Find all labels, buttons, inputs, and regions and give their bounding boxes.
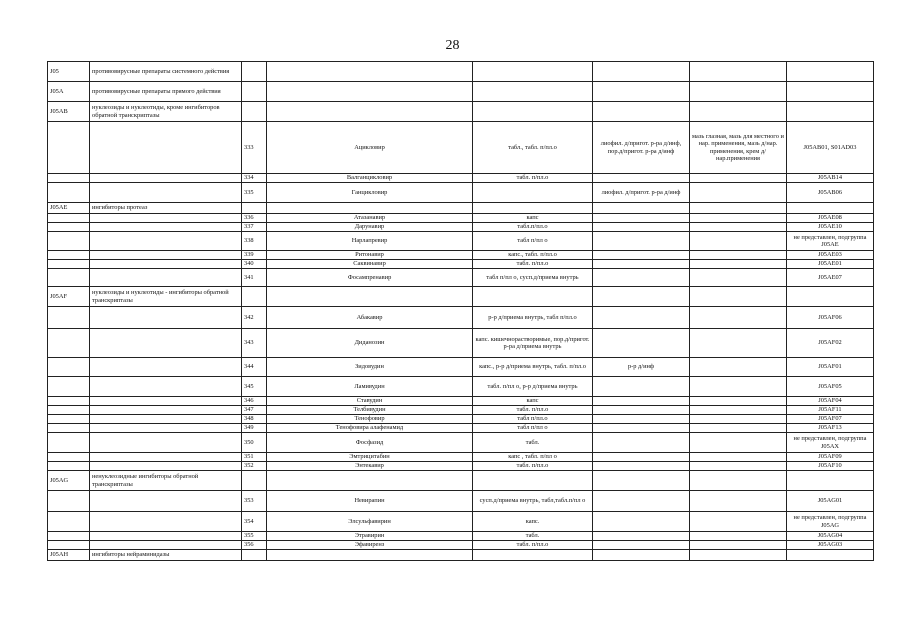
local-forms-cell <box>690 203 787 214</box>
dosage-forms-cell: капс. кишечнорастворимые, пор.д/пригот. р-ра д/приема внутрь <box>473 329 593 358</box>
parenteral-forms-cell <box>593 269 690 287</box>
local-forms-cell <box>690 102 787 122</box>
local-forms-cell <box>690 214 787 223</box>
group-name-cell <box>90 214 242 223</box>
drug-name-cell: Тенофовир <box>267 415 473 424</box>
dosage-forms-cell <box>473 183 593 203</box>
dosage-forms-cell: р-р д/приема внутрь, табл п/пл.о <box>473 307 593 329</box>
local-forms-cell <box>690 424 787 433</box>
drug-name-cell: Ставудин <box>267 397 473 406</box>
item-number-cell: 349 <box>242 424 267 433</box>
item-number-cell: 350 <box>242 433 267 453</box>
item-number-cell: 342 <box>242 307 267 329</box>
dosage-forms-cell <box>473 62 593 82</box>
dosage-forms-cell: капс. <box>473 512 593 532</box>
drug-list-table <box>47 61 874 561</box>
parenteral-forms-cell <box>593 174 690 183</box>
dosage-forms-cell <box>473 550 593 561</box>
table-row <box>48 251 874 260</box>
drug-name-cell: Атазанавир <box>267 214 473 223</box>
drug-name-cell: Ацикловир <box>267 122 473 174</box>
atc-code-cell: J05AB <box>48 102 90 122</box>
group-name-cell <box>90 251 242 260</box>
atc-reference-cell: J05AF07 <box>787 415 874 424</box>
atc-code-cell: J05 <box>48 62 90 82</box>
parenteral-forms-cell <box>593 329 690 358</box>
group-name-cell <box>90 415 242 424</box>
parenteral-forms-cell <box>593 471 690 491</box>
local-forms-cell <box>690 397 787 406</box>
drug-name-cell: Ритонавир <box>267 251 473 260</box>
drug-name-cell <box>267 203 473 214</box>
parenteral-forms-cell <box>593 307 690 329</box>
atc-reference-cell <box>787 203 874 214</box>
table-row <box>48 260 874 269</box>
atc-code-cell: J05AF <box>48 287 90 307</box>
group-name-cell <box>90 491 242 512</box>
parenteral-forms-cell <box>593 214 690 223</box>
atc-reference-cell: J05AF04 <box>787 397 874 406</box>
item-number-cell: 334 <box>242 174 267 183</box>
atc-reference-cell <box>787 471 874 491</box>
local-forms-cell <box>690 415 787 424</box>
atc-code-cell <box>48 532 90 541</box>
dosage-forms-cell: капс <box>473 397 593 406</box>
group-name-cell <box>90 406 242 415</box>
atc-reference-cell: J05AE10 <box>787 223 874 232</box>
dosage-forms-cell: табл. <box>473 433 593 453</box>
local-forms-cell <box>690 232 787 251</box>
parenteral-forms-cell <box>593 251 690 260</box>
atc-code-cell: J05AH <box>48 550 90 561</box>
parenteral-forms-cell <box>593 433 690 453</box>
drug-name-cell <box>267 471 473 491</box>
atc-code-cell <box>48 512 90 532</box>
atc-reference-cell: не представлен, подгруппа J05AX <box>787 433 874 453</box>
atc-reference-cell: J05AB01, S01AD03 <box>787 122 874 174</box>
drug-name-cell: Ганцикловир <box>267 183 473 203</box>
group-name-cell <box>90 358 242 377</box>
parenteral-forms-cell <box>593 453 690 462</box>
table-row <box>48 174 874 183</box>
atc-code-cell <box>48 397 90 406</box>
atc-code-cell <box>48 183 90 203</box>
group-name-cell: противовирусные препараты прямого действия <box>90 82 242 102</box>
local-forms-cell <box>690 223 787 232</box>
parenteral-forms-cell <box>593 550 690 561</box>
dosage-forms-cell: сусп.д/приема внутрь, табл,табл.п/пл о <box>473 491 593 512</box>
table-row <box>48 397 874 406</box>
drug-name-cell: Фосампренавир <box>267 269 473 287</box>
parenteral-forms-cell <box>593 203 690 214</box>
item-number-cell: 338 <box>242 232 267 251</box>
atc-reference-cell: J05AF11 <box>787 406 874 415</box>
group-name-cell <box>90 377 242 397</box>
atc-code-cell <box>48 462 90 471</box>
group-name-cell: нуклеозиды и нуклеотиды - ингибиторы обратной транскриптазы <box>90 287 242 307</box>
group-name-cell: ненуклеозидные ингибиторы обратной транскриптазы <box>90 471 242 491</box>
atc-reference-cell: J05AF10 <box>787 462 874 471</box>
drug-name-cell: Тенофовира алафенамид <box>267 424 473 433</box>
atc-code-cell <box>48 406 90 415</box>
dosage-forms-cell: табл. п/пл.о <box>473 406 593 415</box>
table-row <box>48 491 874 512</box>
local-forms-cell <box>690 532 787 541</box>
group-name-cell: ингибиторы протеаз <box>90 203 242 214</box>
group-name-cell <box>90 433 242 453</box>
dosage-forms-cell <box>473 287 593 307</box>
table-row <box>48 541 874 550</box>
drug-name-cell: Невирапин <box>267 491 473 512</box>
item-number-cell: 355 <box>242 532 267 541</box>
drug-name-cell <box>267 102 473 122</box>
dosage-forms-cell <box>473 82 593 102</box>
group-name-cell <box>90 174 242 183</box>
local-forms-cell <box>690 358 787 377</box>
atc-reference-cell: J05AE07 <box>787 269 874 287</box>
item-number-cell: 335 <box>242 183 267 203</box>
atc-code-cell <box>48 251 90 260</box>
parenteral-forms-cell <box>593 232 690 251</box>
local-forms-cell <box>690 433 787 453</box>
table-row <box>48 512 874 532</box>
table-row <box>48 377 874 397</box>
item-number-cell <box>242 62 267 82</box>
group-name-cell <box>90 269 242 287</box>
atc-code-cell <box>48 223 90 232</box>
drug-name-cell: Зидовудин <box>267 358 473 377</box>
atc-code-cell <box>48 174 90 183</box>
atc-code-cell <box>48 491 90 512</box>
atc-code-cell <box>48 453 90 462</box>
table-row <box>48 329 874 358</box>
local-forms-cell <box>690 453 787 462</box>
group-row <box>48 102 874 122</box>
atc-reference-cell: J05AF13 <box>787 424 874 433</box>
table-row <box>48 406 874 415</box>
atc-code-cell: J05AE <box>48 203 90 214</box>
item-number-cell <box>242 102 267 122</box>
dosage-forms-cell: табл п/пл.о <box>473 415 593 424</box>
drug-name-cell: Саквинавир <box>267 260 473 269</box>
local-forms-cell <box>690 82 787 102</box>
item-number-cell <box>242 203 267 214</box>
group-name-cell <box>90 223 242 232</box>
item-number-cell <box>242 82 267 102</box>
dosage-forms-cell: капс., р-р д/приема внутрь, табл. п/пл.о <box>473 358 593 377</box>
local-forms-cell: мазь глазная, мазь для местного и нар. применения, мазь д/нар. применения, крем д/нар.применения <box>690 122 787 174</box>
group-name-cell <box>90 307 242 329</box>
atc-code-cell <box>48 329 90 358</box>
table-row <box>48 424 874 433</box>
local-forms-cell <box>690 251 787 260</box>
local-forms-cell <box>690 541 787 550</box>
item-number-cell: 333 <box>242 122 267 174</box>
local-forms-cell <box>690 471 787 491</box>
parenteral-forms-cell <box>593 223 690 232</box>
local-forms-cell <box>690 287 787 307</box>
parenteral-forms-cell <box>593 377 690 397</box>
atc-reference-cell: J05AE08 <box>787 214 874 223</box>
group-name-cell <box>90 453 242 462</box>
item-number-cell: 336 <box>242 214 267 223</box>
atc-reference-cell: J05AE01 <box>787 260 874 269</box>
atc-code-cell <box>48 269 90 287</box>
item-number-cell <box>242 471 267 491</box>
dosage-forms-cell: табл п/пл о <box>473 232 593 251</box>
local-forms-cell <box>690 462 787 471</box>
group-name-cell <box>90 424 242 433</box>
local-forms-cell <box>690 260 787 269</box>
drug-name-cell: Диданозин <box>267 329 473 358</box>
group-row <box>48 62 874 82</box>
atc-reference-cell <box>787 550 874 561</box>
group-name-cell: ингибиторы нейраминидазы <box>90 550 242 561</box>
group-name-cell <box>90 232 242 251</box>
group-name-cell <box>90 329 242 358</box>
drug-name-cell: Энтекавир <box>267 462 473 471</box>
item-number-cell: 346 <box>242 397 267 406</box>
dosage-forms-cell: капс , табл. п/пл о <box>473 453 593 462</box>
parenteral-forms-cell <box>593 260 690 269</box>
atc-code-cell <box>48 415 90 424</box>
item-number-cell <box>242 550 267 561</box>
dosage-forms-cell: табл. п/пл.о <box>473 260 593 269</box>
group-name-cell <box>90 532 242 541</box>
parenteral-forms-cell <box>593 62 690 82</box>
local-forms-cell <box>690 62 787 82</box>
item-number-cell <box>242 287 267 307</box>
item-number-cell: 354 <box>242 512 267 532</box>
parenteral-forms-cell <box>593 491 690 512</box>
group-name-cell: нуклеозиды и нуклеотиды, кроме ингибиторов обратной транскриптазы <box>90 102 242 122</box>
table-row <box>48 232 874 251</box>
item-number-cell: 341 <box>242 269 267 287</box>
atc-code-cell: J05AG <box>48 471 90 491</box>
atc-reference-cell: J05AF02 <box>787 329 874 358</box>
atc-reference-cell <box>787 102 874 122</box>
atc-code-cell: J05A <box>48 82 90 102</box>
atc-reference-cell: J05AB14 <box>787 174 874 183</box>
table-row <box>48 307 874 329</box>
drug-name-cell: Элсульфавирин <box>267 512 473 532</box>
atc-code-cell <box>48 433 90 453</box>
drug-name-cell <box>267 287 473 307</box>
table-row <box>48 415 874 424</box>
local-forms-cell <box>690 307 787 329</box>
dosage-forms-cell: табл. п/пл.о <box>473 462 593 471</box>
drug-name-cell: Дарунавир <box>267 223 473 232</box>
atc-reference-cell: J05AF09 <box>787 453 874 462</box>
group-name-cell <box>90 541 242 550</box>
table-row <box>48 223 874 232</box>
group-name-cell <box>90 512 242 532</box>
atc-reference-cell: J05AG04 <box>787 532 874 541</box>
group-name-cell: противовирусные препараты системного действия <box>90 62 242 82</box>
group-row <box>48 287 874 307</box>
parenteral-forms-cell <box>593 541 690 550</box>
parenteral-forms-cell <box>593 397 690 406</box>
item-number-cell: 352 <box>242 462 267 471</box>
atc-reference-cell: J05AG01 <box>787 491 874 512</box>
table-row <box>48 358 874 377</box>
item-number-cell: 337 <box>242 223 267 232</box>
atc-reference-cell: не представлен, подгруппа J05AE <box>787 232 874 251</box>
dosage-forms-cell: табл. <box>473 532 593 541</box>
dosage-forms-cell: табл.п/пл.о <box>473 223 593 232</box>
group-name-cell <box>90 462 242 471</box>
atc-reference-cell <box>787 287 874 307</box>
item-number-cell: 347 <box>242 406 267 415</box>
item-number-cell: 356 <box>242 541 267 550</box>
atc-code-cell <box>48 307 90 329</box>
atc-reference-cell: J05AF01 <box>787 358 874 377</box>
drug-name-cell: Нарлапревир <box>267 232 473 251</box>
dosage-forms-cell: табл. п/пл о, р-р д/приема внутрь <box>473 377 593 397</box>
parenteral-forms-cell <box>593 512 690 532</box>
group-name-cell <box>90 122 242 174</box>
local-forms-cell <box>690 491 787 512</box>
drug-name-cell <box>267 550 473 561</box>
page-number: 28 <box>445 38 460 53</box>
atc-reference-cell: J05AF06 <box>787 307 874 329</box>
atc-reference-cell <box>787 82 874 102</box>
local-forms-cell <box>690 406 787 415</box>
item-number-cell: 351 <box>242 453 267 462</box>
item-number-cell: 345 <box>242 377 267 397</box>
drug-name-cell: Телбивудин <box>267 406 473 415</box>
drug-name-cell: Этравирин <box>267 532 473 541</box>
dosage-forms-cell <box>473 203 593 214</box>
dosage-forms-cell <box>473 471 593 491</box>
local-forms-cell <box>690 269 787 287</box>
drug-name-cell: Валганцикловир <box>267 174 473 183</box>
parenteral-forms-cell <box>593 415 690 424</box>
drug-name-cell: Ламивудин <box>267 377 473 397</box>
atc-code-cell <box>48 541 90 550</box>
table-row <box>48 214 874 223</box>
atc-code-cell <box>48 358 90 377</box>
parenteral-forms-cell <box>593 424 690 433</box>
atc-code-cell <box>48 377 90 397</box>
dosage-forms-cell: табл., табл. п/пл.о <box>473 122 593 174</box>
atc-reference-cell <box>787 62 874 82</box>
parenteral-forms-cell <box>593 102 690 122</box>
dosage-forms-cell <box>473 102 593 122</box>
local-forms-cell <box>690 174 787 183</box>
item-number-cell: 339 <box>242 251 267 260</box>
dosage-forms-cell: капс., табл. п/пл.о <box>473 251 593 260</box>
group-row <box>48 471 874 491</box>
local-forms-cell <box>690 550 787 561</box>
item-number-cell: 344 <box>242 358 267 377</box>
atc-code-cell <box>48 232 90 251</box>
local-forms-cell <box>690 329 787 358</box>
group-row <box>48 550 874 561</box>
group-name-cell <box>90 183 242 203</box>
parenteral-forms-cell: р-р д/инф <box>593 358 690 377</box>
atc-reference-cell: J05AF05 <box>787 377 874 397</box>
item-number-cell: 343 <box>242 329 267 358</box>
drug-name-cell: Эмтрицитабин <box>267 453 473 462</box>
table-body <box>48 62 874 561</box>
table-row <box>48 269 874 287</box>
group-name-cell <box>90 397 242 406</box>
group-row <box>48 203 874 214</box>
atc-reference-cell: J05AB06 <box>787 183 874 203</box>
local-forms-cell <box>690 377 787 397</box>
group-name-cell <box>90 260 242 269</box>
dosage-forms-cell: капс <box>473 214 593 223</box>
dosage-forms-cell: табл п/пл о <box>473 424 593 433</box>
item-number-cell: 340 <box>242 260 267 269</box>
group-row <box>48 82 874 102</box>
parenteral-forms-cell <box>593 82 690 102</box>
table-row <box>48 433 874 453</box>
drug-name-cell: Фосфазид <box>267 433 473 453</box>
dosage-forms-cell: табл. п/пл.о <box>473 541 593 550</box>
parenteral-forms-cell <box>593 287 690 307</box>
parenteral-forms-cell <box>593 462 690 471</box>
atc-code-cell <box>48 424 90 433</box>
item-number-cell: 348 <box>242 415 267 424</box>
atc-code-cell <box>48 214 90 223</box>
parenteral-forms-cell <box>593 406 690 415</box>
parenteral-forms-cell <box>593 532 690 541</box>
atc-code-cell <box>48 122 90 174</box>
table-row <box>48 122 874 174</box>
table-row <box>48 462 874 471</box>
atc-reference-cell: J05AG03 <box>787 541 874 550</box>
atc-code-cell <box>48 260 90 269</box>
local-forms-cell <box>690 183 787 203</box>
atc-reference-cell: J05AE03 <box>787 251 874 260</box>
drug-name-cell <box>267 82 473 102</box>
dosage-forms-cell: табл п/пл о, сусп.д/приема внутрь <box>473 269 593 287</box>
parenteral-forms-cell: лиофил. д/пригот. р-ра д/инф, пор.д/пригот. р-ра д/инф <box>593 122 690 174</box>
table-row <box>48 532 874 541</box>
table-row <box>48 453 874 462</box>
table-row <box>48 183 874 203</box>
atc-reference-cell: не представлен, подгруппа J05AG <box>787 512 874 532</box>
item-number-cell: 353 <box>242 491 267 512</box>
parenteral-forms-cell: лиофил. д/пригот. р-ра д/инф <box>593 183 690 203</box>
local-forms-cell <box>690 512 787 532</box>
dosage-forms-cell: табл. п/пл.о <box>473 174 593 183</box>
drug-name-cell <box>267 62 473 82</box>
drug-name-cell: Абакавир <box>267 307 473 329</box>
drug-name-cell: Эфавиренз <box>267 541 473 550</box>
